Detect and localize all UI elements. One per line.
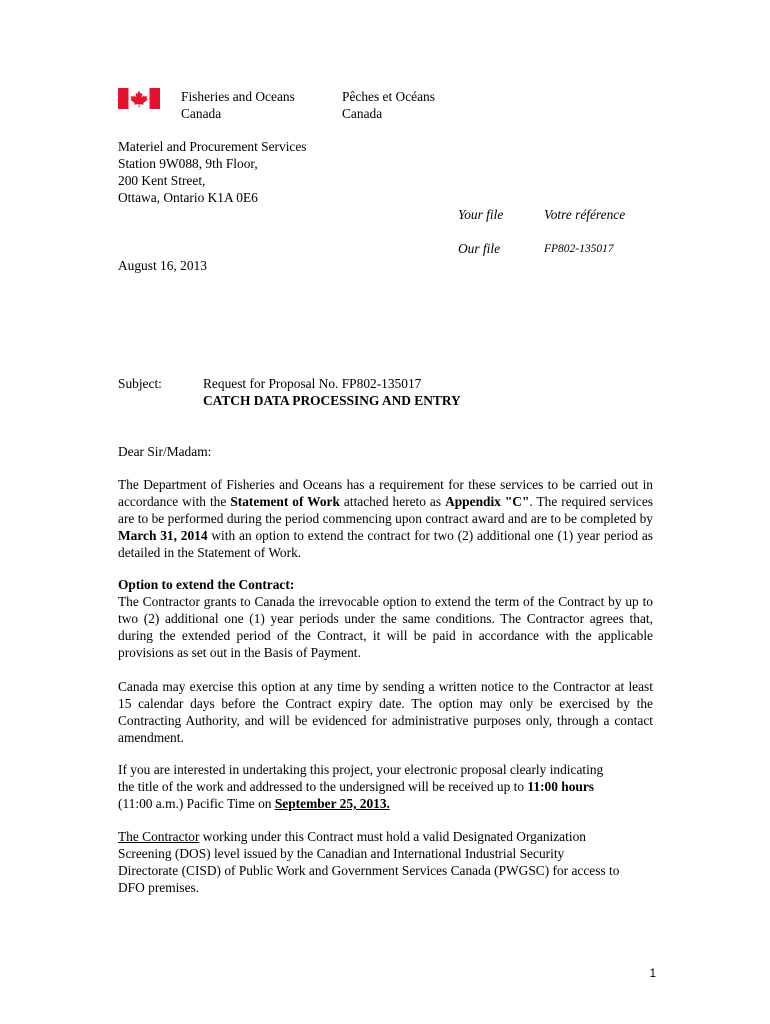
department-name-english-line1: Fisheries and Oceans — [181, 89, 295, 104]
subject-title: CATCH DATA PROCESSING AND ENTRY — [203, 393, 461, 408]
our-file-value: FP802-135017 — [544, 243, 614, 255]
address-line: Materiel and Procurement Services — [118, 139, 307, 154]
department-name-english-line2: Canada — [181, 106, 222, 121]
address-line: 200 Kent Street, — [118, 173, 206, 188]
our-file-label: Our file — [458, 241, 501, 256]
text-run: working under this Contract must hold a valid Designated Organization — [199, 829, 586, 844]
statement-of-work-text: Statement of Work — [230, 494, 340, 509]
paragraph-requirement — [118, 476, 653, 561]
canada-flag-icon — [118, 88, 160, 109]
paragraph-proposal — [118, 761, 653, 812]
text-line — [118, 828, 653, 845]
completion-date: March 31, 2014 — [118, 528, 208, 543]
your-file-value: Votre référence — [544, 207, 626, 222]
department-name-english — [181, 88, 321, 122]
your-file-label: Your file — [458, 207, 504, 222]
text-line: Screening (DOS) level issued by the Canadian and International Industrial Security — [118, 846, 565, 861]
salutation: Dear Sir/Madam: — [118, 444, 212, 459]
paragraph-security — [118, 828, 653, 896]
text-line — [118, 778, 653, 795]
address-line: Station 9W088, 9th Floor, — [118, 156, 258, 171]
subject-text — [203, 375, 643, 409]
text-line: DFO premises. — [118, 880, 200, 895]
address-line: Ottawa, Ontario K1A 0E6 — [118, 190, 258, 205]
subject-label: Subject: — [118, 376, 162, 391]
text-line — [118, 795, 653, 812]
option-heading: Option to extend the Contract: — [118, 577, 295, 592]
text-run: The Department of Fisheries and Oceans has a requirement for these services to be carried out in accordance with the — [118, 477, 653, 509]
text-run: the title of the work and addressed to the undersigned will be received up to — [118, 779, 528, 794]
contractor-text: The Contractor — [118, 829, 200, 844]
text-line: Directorate (CISD) of Public Work and Government Services Canada (PWGSC) for access to — [118, 863, 620, 878]
text-run: with an option to extend the contract for two (2) additional one (1) year period as detailed in the Statement of Work. — [118, 528, 653, 560]
text-run: . The required services are to be performed during the period commencing upon contract award and are to be completed by — [118, 494, 653, 526]
page-number: 1 — [649, 968, 656, 980]
subject-line: Request for Proposal No. FP802-135017 — [203, 376, 422, 391]
letter-date: August 16, 2013 — [118, 258, 207, 273]
paragraph-exercise-option: Canada may exercise this option at any time by sending a written notice to the Contractor at least 15 calendar days before the Contract expiry date. The option may only be exercised by the Contracting Authority, and will be evidenced for administrative purposes only, through a contact amendment. — [118, 679, 653, 745]
department-name-french — [342, 88, 482, 122]
sender-address — [118, 138, 418, 206]
text-line: If you are interested in undertaking this project, your electronic proposal clearly indicating — [118, 762, 604, 777]
paragraph-option: The Contractor grants to Canada the irrevocable option to extend the term of the Contract by up to two (2) additional one (1) year periods under the same conditions. The Contractor agrees that, during the extended period of the Contract, it will be paid in accordance with the applicable provisions as set out in the Basis of Payment. — [118, 594, 653, 660]
deadline-time: 11:00 hours — [527, 779, 595, 794]
text-run: (11:00 a.m.) Pacific Time on — [118, 796, 275, 811]
department-name-french-line2: Canada — [342, 106, 383, 121]
appendix-reference: Appendix "C" — [445, 494, 530, 509]
department-name-french-line1: Pêches et Océans — [342, 89, 435, 104]
deadline-date: September 25, 2013. — [274, 796, 390, 811]
text-run: attached hereto as — [339, 494, 446, 509]
